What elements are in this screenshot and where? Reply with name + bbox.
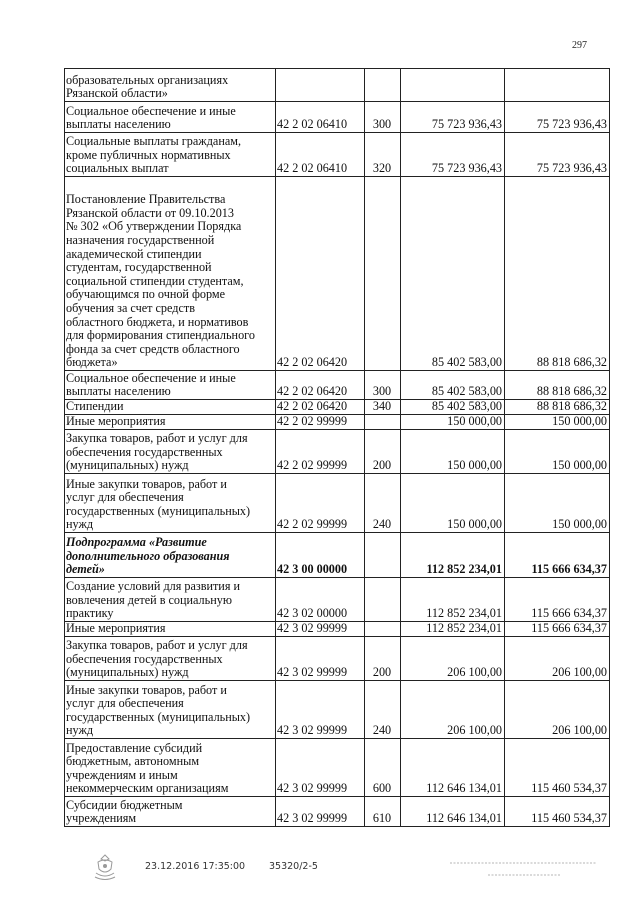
table-row — [65, 102, 610, 133]
row-amount-1-cell: 112 852 234,01 — [401, 578, 505, 622]
row-amount-1-cell: 85 402 583,00 — [401, 177, 505, 371]
row-name-cell: Социальные выплаты гражданам, кроме публичных нормативных социальных выплат — [65, 133, 276, 177]
row-name-cell: Закупка товаров, работ и услуг для обеспечения государственных (муниципальных) нужд — [65, 430, 276, 474]
table-row — [65, 474, 610, 533]
table-row — [65, 578, 610, 622]
row-amount-2-cell: 150 000,00 — [505, 474, 610, 533]
table-row — [65, 637, 610, 681]
row-name-cell: Иные мероприятия — [65, 622, 276, 637]
row-amount-2-cell: 115 460 534,37 — [505, 797, 610, 827]
budget-table — [64, 68, 610, 827]
row-name-cell: Стипендии — [65, 400, 276, 415]
row-code-cell: 42 2 02 06420 — [276, 400, 365, 415]
row-amount-1-cell: 206 100,00 — [401, 681, 505, 739]
row-code-cell — [276, 69, 365, 102]
footer-date: 23.12.2016 17:35:00 — [145, 861, 246, 872]
row-name-cell: Социальное обеспечение и иные выплаты населению — [65, 102, 276, 133]
row-code-cell: 42 2 02 99999 — [276, 474, 365, 533]
row-amount-1-cell: 85 402 583,00 — [401, 371, 505, 400]
table-row — [65, 133, 610, 177]
row-name-cell: Подпрограмма «Развитие дополнительного образования детей» — [65, 533, 276, 578]
budget-table-body — [65, 69, 610, 827]
row-type-cell: 340 — [365, 400, 401, 415]
row-amount-1-cell: 85 402 583,00 — [401, 400, 505, 415]
row-type-cell — [365, 69, 401, 102]
row-type-cell — [365, 415, 401, 430]
row-type-cell — [365, 177, 401, 371]
row-amount-1-cell: 75 723 936,43 — [401, 102, 505, 133]
row-amount-2-cell: 150 000,00 — [505, 430, 610, 474]
row-amount-1-cell: 112 646 134,01 — [401, 739, 505, 797]
row-code-cell: 42 2 02 06420 — [276, 177, 365, 371]
table-row — [65, 400, 610, 415]
coat-of-arms-icon — [92, 853, 118, 881]
row-name-cell: Социальное обеспечение и иные выплаты населению — [65, 371, 276, 400]
row-code-cell: 42 3 00 00000 — [276, 533, 365, 578]
row-amount-2-cell: 115 666 634,37 — [505, 622, 610, 637]
table-row — [65, 177, 610, 371]
row-type-cell: 200 — [365, 430, 401, 474]
row-amount-2-cell: 206 100,00 — [505, 681, 610, 739]
row-code-cell: 42 2 02 99999 — [276, 415, 365, 430]
table-row — [65, 371, 610, 400]
row-type-cell: 300 — [365, 102, 401, 133]
row-type-cell: 320 — [365, 133, 401, 177]
row-type-cell — [365, 578, 401, 622]
row-amount-1-cell: 206 100,00 — [401, 637, 505, 681]
row-type-cell — [365, 622, 401, 637]
row-amount-1-cell: 112 852 234,01 — [401, 533, 505, 578]
row-type-cell: 240 — [365, 474, 401, 533]
row-code-cell: 42 3 02 99999 — [276, 637, 365, 681]
row-code-cell: 42 2 02 06420 — [276, 371, 365, 400]
row-type-cell: 610 — [365, 797, 401, 827]
row-code-cell: 42 2 02 99999 — [276, 430, 365, 474]
row-type-cell: 300 — [365, 371, 401, 400]
row-amount-2-cell: 75 723 936,43 — [505, 102, 610, 133]
row-type-cell — [365, 533, 401, 578]
row-amount-1-cell — [401, 69, 505, 102]
row-amount-1-cell: 75 723 936,43 — [401, 133, 505, 177]
row-code-cell: 42 3 02 99999 — [276, 797, 365, 827]
page-number: 297 — [572, 40, 587, 51]
row-amount-1-cell: 150 000,00 — [401, 430, 505, 474]
row-amount-2-cell: 115 666 634,37 — [505, 533, 610, 578]
row-type-cell: 600 — [365, 739, 401, 797]
row-code-cell: 42 3 02 99999 — [276, 739, 365, 797]
table-row — [65, 69, 610, 102]
row-name-cell: Предоставление субсидий бюджетным, автономным учреждениям и иным некоммерческим организациям — [65, 739, 276, 797]
row-name-cell: Иные закупки товаров, работ и услуг для обеспечения государственных (муниципальных) нужд — [65, 474, 276, 533]
row-amount-2-cell: 88 818 686,32 — [505, 177, 610, 371]
row-amount-2-cell: 115 460 534,37 — [505, 739, 610, 797]
row-code-cell: 42 3 02 99999 — [276, 681, 365, 739]
row-name-cell: образовательных организациях Рязанской области» — [65, 69, 276, 102]
row-code-cell: 42 3 02 99999 — [276, 622, 365, 637]
row-code-cell: 42 2 02 06410 — [276, 102, 365, 133]
footer-doc-number: 35320/2-5 — [269, 861, 318, 872]
row-name-cell: Субсидии бюджетным учреждениям — [65, 797, 276, 827]
row-type-cell: 240 — [365, 681, 401, 739]
row-amount-2-cell — [505, 69, 610, 102]
faded-stamp-icon — [448, 856, 598, 882]
row-amount-1-cell: 112 646 134,01 — [401, 797, 505, 827]
row-code-cell: 42 3 02 00000 — [276, 578, 365, 622]
row-amount-1-cell: 150 000,00 — [401, 415, 505, 430]
row-amount-2-cell: 115 666 634,37 — [505, 578, 610, 622]
table-row — [65, 797, 610, 827]
row-name-cell: Закупка товаров, работ и услуг для обеспечения государственных (муниципальных) нужд — [65, 637, 276, 681]
row-amount-2-cell: 88 818 686,32 — [505, 371, 610, 400]
row-name-cell: Постановление Правительства Рязанской области от 09.10.2013 № 302 «Об утверждении Порядка назначения государственной академической стипендии студентам, государственной социальной стипендии студентам, обучающимся по очной форме обучения за счет средств областного бюджета, и нормативов для формирования стипендиального фонда за счет средств областного бюджета» — [65, 177, 276, 371]
table-row — [65, 681, 610, 739]
table-row — [65, 430, 610, 474]
row-name-cell: Создание условий для развития и вовлечения детей в социальную практику — [65, 578, 276, 622]
row-amount-2-cell: 150 000,00 — [505, 415, 610, 430]
row-code-cell: 42 2 02 06410 — [276, 133, 365, 177]
row-type-cell: 200 — [365, 637, 401, 681]
row-name-cell: Иные закупки товаров, работ и услуг для обеспечения государственных (муниципальных) нужд — [65, 681, 276, 739]
row-name-cell: Иные мероприятия — [65, 415, 276, 430]
row-amount-1-cell: 150 000,00 — [401, 474, 505, 533]
row-amount-1-cell: 112 852 234,01 — [401, 622, 505, 637]
table-row — [65, 533, 610, 578]
table-row — [65, 622, 610, 637]
table-row — [65, 739, 610, 797]
table-row — [65, 415, 610, 430]
row-amount-2-cell: 75 723 936,43 — [505, 133, 610, 177]
row-amount-2-cell: 88 818 686,32 — [505, 400, 610, 415]
row-amount-2-cell: 206 100,00 — [505, 637, 610, 681]
